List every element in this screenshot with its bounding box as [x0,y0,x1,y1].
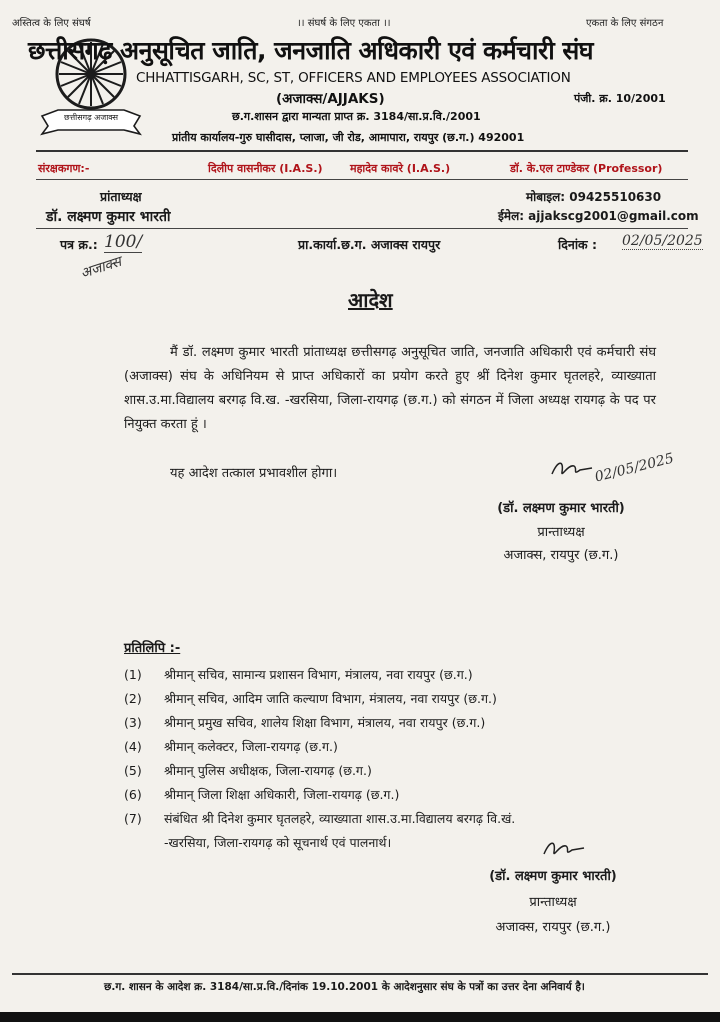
issuing-office: प्रा.कार्या.छ.ग. अजाक्स रायपुर [298,237,441,252]
patrons-label: संरक्षकगण:- [38,162,90,175]
copy-item: (5) श्रीमान् पुलिस अधीक्षक, जिला-रायगढ़ (छ.ग.) [124,763,372,778]
date-value: 02/05/2025 [622,233,703,249]
mobile-number: मोबाइल: 09425510630 [526,190,662,204]
ref-label: पत्र क्र.: [60,237,98,252]
office-address: प्रांतीय कार्यालय-गुरु घासीदास, प्लाजा, जी रोड, आमापारा, रायपुर (छ.ग.) 492001 [172,131,525,144]
signatory2-place: अजाक्स, रायपुर (छ.ग.) [495,920,611,935]
motto-center: ।। संघर्ष के लिए एकता ।। [297,18,391,29]
footer-divider [12,973,708,975]
registration-number: पंजी. क्र. 10/2001 [574,92,666,105]
president-designation: प्रांताध्यक्ष [100,189,142,204]
copy-item-continuation: -खरसिया, जिला-रायगढ़ को सूचनार्थ एवं पालनार्थ। [164,835,392,850]
handwritten-signature [548,456,598,486]
signature-date: 02/05/2025 [593,450,676,486]
footer-note: छ.ग. शासन के आदेश क्र. 3184/सा.प्र.वि./दिनांक 19.10.2001 के आदेशनुसार संघ के पत्रों का उत्तर देना अनिवार्य है। [104,981,585,993]
signatory-name: (डॉ. लक्ष्मण कुमार भारती) [497,501,625,516]
patrons-divider [36,179,688,180]
scan-edge [0,1012,720,1022]
ref-note: अजाक्स [78,253,124,283]
signatory-designation: प्रान्ताध्यक्ष [537,525,585,540]
handwritten-signature-2 [540,836,590,866]
order-heading: आदेश [348,288,393,312]
signatory-place: अजाक्स, रायपुर (छ.ग.) [503,548,619,563]
patron-1: दिलीप वासनीकर (I.A.S.) [208,162,323,175]
patron-2: महादेव कावरे (I.A.S.) [350,162,451,175]
copy-item: (7) संबंधित श्री दिनेश कुमार घृतलहरे, व्याख्याता शास.उ.मा.विद्यालय बरगढ़ वि.खं. [124,811,516,826]
copies-label: प्रतिलिपि :- [124,641,181,656]
motto-right: एकता के लिए संगठन [586,18,664,29]
copy-item: (2) श्रीमान् सचिव, आदिम जाति कल्याण विभाग, मंत्रालय, नवा रायपुर (छ.ग.) [124,691,497,706]
email-address: ईमेल: ajjakscg2001@gmail.com [498,209,699,223]
signatory2-designation: प्रान्ताध्यक्ष [529,895,577,910]
signatory2-name: (डॉ. लक्ष्मण कुमार भारती) [489,869,617,884]
copy-item: (3) श्रीमान् प्रमुख सचिव, शालेय शिक्षा विभाग, मंत्रालय, नवा रायपुर (छ.ग.) [124,715,486,730]
logo-ribbon-text: छत्तीसगढ़ अजाक्स [63,113,118,122]
copy-item: (4) श्रीमान् कलेक्टर, जिला-रायगढ़ (छ.ग.) [124,739,338,754]
motto-left: अस्तित्व के लिए संघर्ष [12,18,91,29]
contact-divider [36,228,688,229]
org-title-hindi: छत्तीसगढ़ अनुसूचित जाति, जनजाति अधिकारी एवं कर्मचारी संघ [28,36,594,65]
org-short-name: (अजाक्स/AJJAKS) [276,91,385,107]
copy-item: (6) श्रीमान् जिला शिक्षा अधिकारी, जिला-रायगढ़ (छ.ग.) [124,787,400,802]
header-divider [36,150,688,152]
patron-3: डॉ. के.एल टाण्डेकर (Professor) [510,162,663,175]
order-body: मैं डॉ. लक्ष्मण कुमार भारती प्रांताध्यक्ष छत्तीसगढ़ अनुसूचित जाति, जनजाति अधिकारी एवं कर्मचारी संघ (अजाक्स) संघ के अधिनियम से प्राप्त अधिकारों का प्रयोग करते हुए श्रीं दिनेश कुमार घृतलहरे, व्याख्याता शास.उ.मा.विद्यालय बरगढ़ वि.ख. -खरसिया, जिला-रायगढ़ (छ.ग.) को संगठन में जिला अध्यक्ष रायगढ़ के पद पर नियुक्त करता हूं । [124,345,656,432]
date-label: दिनांक : [558,237,598,252]
org-title-english: CHHATTISGARH, SC, ST, OFFICERS AND EMPLOYEES ASSOCIATION [136,70,571,86]
copy-item: (1) श्रीमान् सचिव, सामान्य प्रशासन विभाग, मंत्रालय, नवा रायपुर (छ.ग.) [124,667,473,682]
order-effect: यह आदेश तत्काल प्रभावशील होगा। [170,466,338,481]
president-name: डॉ. लक्ष्मण कुमार भारती [46,209,171,225]
ref-value: 100/ [104,232,143,252]
recognition-number: छ.ग.शासन द्वारा मान्यता प्राप्त क्र. 3184/सा.प्र.वि./2001 [232,110,481,123]
